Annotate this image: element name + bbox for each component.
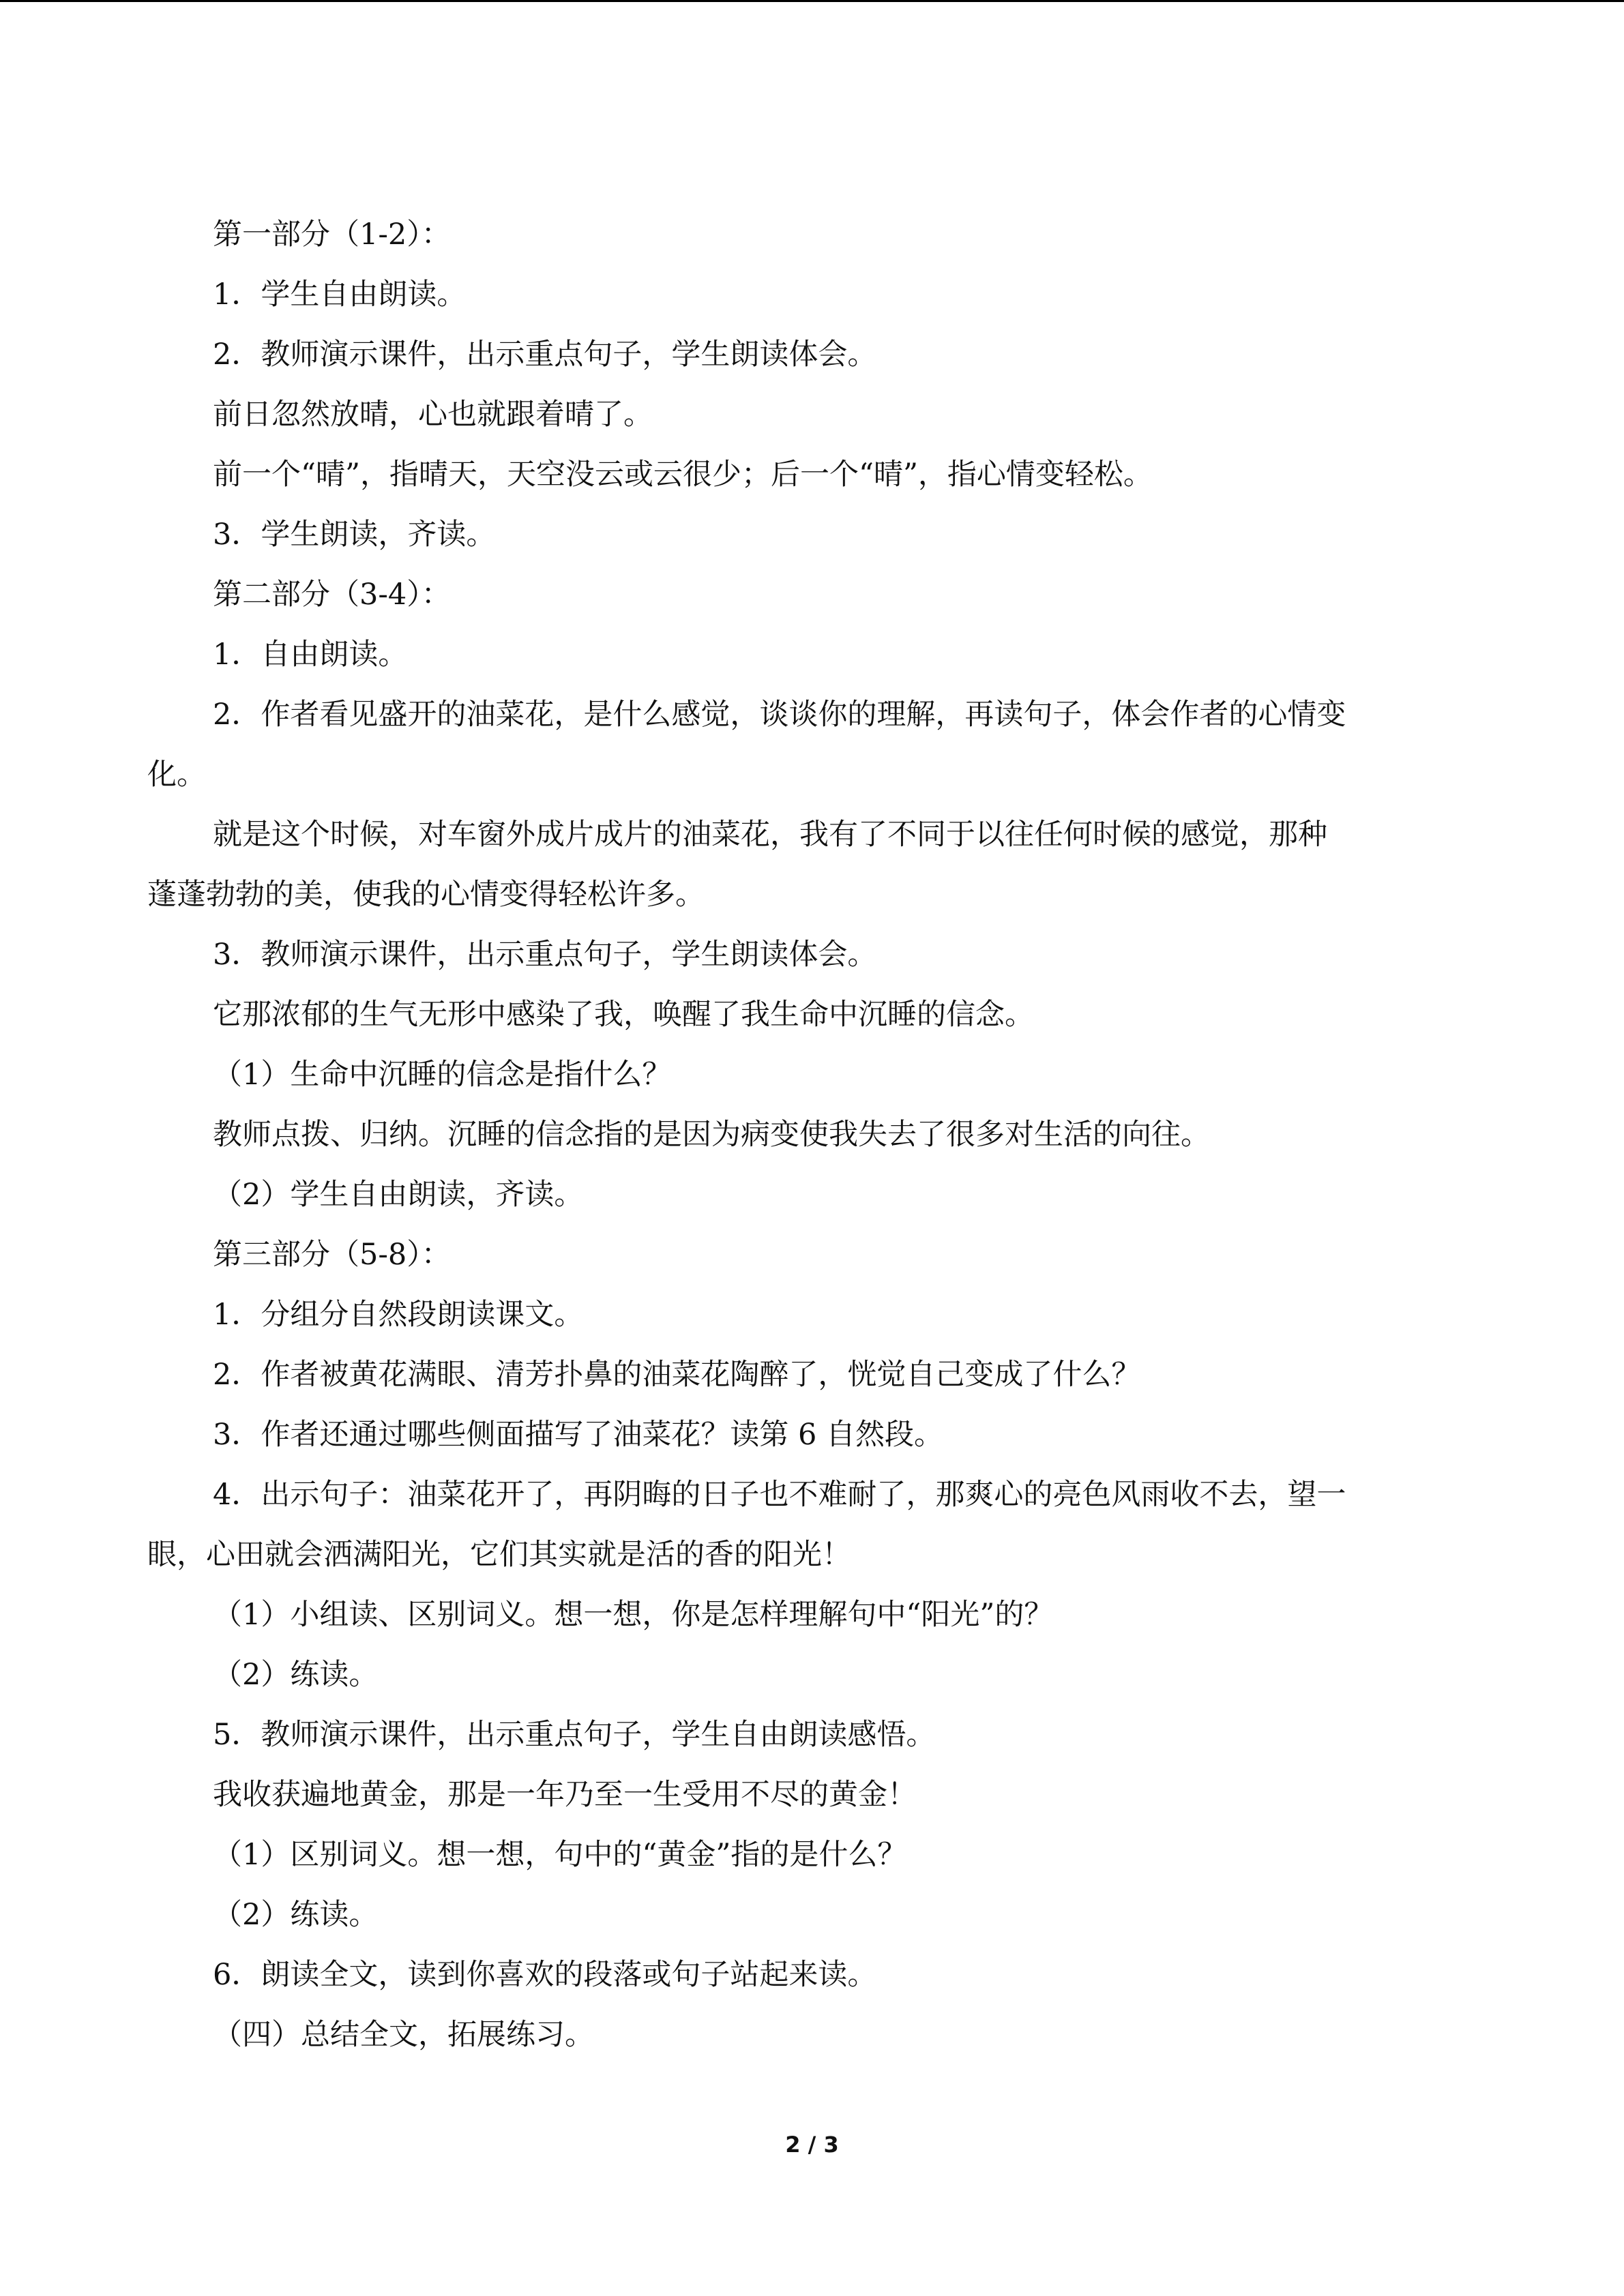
paragraph-line-continuation: 蓬蓬勃勃的美，使我的心情变得轻松许多。 [147, 878, 705, 912]
quoted-sentence: 就是这个时候，对车窗外成片成片的油菜花，我有了不同于以往任何时候的感觉，那种 [213, 818, 1327, 852]
paragraph-line: 2．作者看见盛开的油菜花，是什么感觉，谈谈你的理解，再读句子，体会作者的心情变 [213, 698, 1346, 732]
paragraph-line: （2）学生自由朗读，齐读。 [213, 1178, 584, 1212]
paragraph-line: 2．作者被黄花满眼、清芳扑鼻的油菜花陶醉了，恍觉自己变成了什么？ [213, 1358, 1141, 1392]
paragraph-line: 1．分组分自然段朗读课文。 [213, 1298, 584, 1332]
section-heading-part-1: 第一部分（1-2）： [213, 218, 451, 252]
paragraph-line: 前一个“晴”，指晴天，天空没云或云很少；后一个“晴”，指心情变轻松。 [213, 458, 1153, 492]
section-heading-part-4: （四）总结全文，拓展练习。 [213, 2018, 594, 2052]
paragraph-line: 1．自由朗读。 [213, 638, 408, 672]
document-body [147, 205, 1477, 2065]
quoted-sentence: 前日忽然放晴，心也就跟着晴了。 [213, 398, 653, 432]
paragraph-line-continuation: 眼，心田就会洒满阳光，它们其实就是活的香的阳光！ [147, 1538, 851, 1572]
paragraph-line: 5．教师演示课件，出示重点句子，学生自由朗读感悟。 [213, 1718, 936, 1752]
section-heading-part-2: 第二部分（3-4）： [213, 578, 451, 612]
paragraph-line: 教师点拨、归纳。沉睡的信念指的是因为病变使我失去了很多对生活的向往。 [213, 1118, 1210, 1152]
paragraph-line: （1）区别词义。想一想，句中的“黄金”指的是什么？ [213, 1838, 907, 1872]
paragraph-line: 4．出示句子：油菜花开了，再阴晦的日子也不难耐了，那爽心的亮色风雨收不去，望一 [213, 1478, 1346, 1512]
paragraph-line: （1）生命中沉睡的信念是指什么？ [213, 1058, 672, 1092]
page-number: 2 / 3 [785, 2132, 839, 2158]
paragraph-line-continuation: 化。 [147, 758, 206, 792]
paragraph-line: （2）练读。 [213, 1658, 379, 1692]
quoted-sentence: 它那浓郁的生气无形中感染了我，唤醒了我生命中沉睡的信念。 [213, 998, 1034, 1032]
paragraph-line: 1．学生自由朗读。 [213, 278, 467, 312]
paragraph-line: 3．学生朗读，齐读。 [213, 518, 496, 552]
paragraph-line: （2）练读。 [213, 1898, 379, 1932]
paragraph-line: 3．教师演示课件，出示重点句子，学生朗读体会。 [213, 938, 877, 972]
paragraph-line: 3．作者还通过哪些侧面描写了油菜花？读第 6 自然段。 [213, 1418, 944, 1452]
paragraph-line: （1）小组读、区别词义。想一想，你是怎样理解句中“阳光”的？ [213, 1598, 1054, 1632]
paragraph-line: 2．教师演示课件，出示重点句子，学生朗读体会。 [213, 338, 877, 372]
paragraph-line: 6．朗读全文，读到你喜欢的段落或句子站起来读。 [213, 1958, 877, 1992]
top-border-rule [0, 0, 1624, 2]
quoted-sentence: 我收获遍地黄金，那是一年乃至一生受用不尽的黄金！ [213, 1778, 917, 1812]
section-heading-part-3: 第三部分（5-8）： [213, 1238, 451, 1272]
